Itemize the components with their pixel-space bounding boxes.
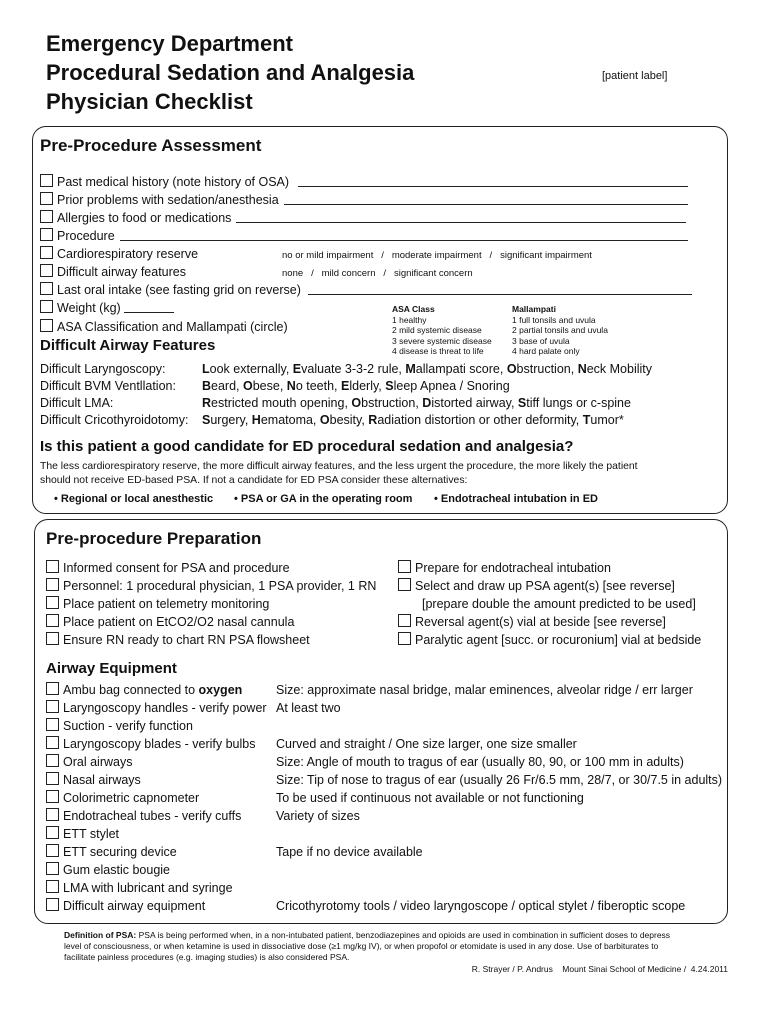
- asa-line[interactable]: 4 disease is threat to life: [392, 346, 484, 356]
- checkbox[interactable]: [40, 228, 53, 241]
- asa-line[interactable]: 1 healthy: [392, 314, 427, 325]
- prep-item-consent: Informed consent for PSA and procedure: [46, 559, 290, 577]
- prep-item-telemetry: Place patient on telemetry monitoring: [46, 595, 269, 613]
- equipment-note: Curved and straight / One size larger, one size smaller: [276, 737, 577, 751]
- checkbox[interactable]: [46, 682, 59, 695]
- preparation-heading: Pre-procedure Preparation: [46, 529, 262, 548]
- da-mnemonic-rods: Restricted mouth opening, Obstruction, Distorted airway, Stiff lungs or c-spine: [202, 396, 631, 410]
- asa-line[interactable]: 2 mild systemic disease: [392, 325, 482, 335]
- prep-item-etco2: Place patient on EtCO2/O2 nasal cannula: [46, 613, 294, 631]
- da-mnemonic-short: Surgery, Hematoma, Obesity, Radiation distortion or other deformity, Tumor*: [202, 413, 624, 427]
- checkbox[interactable]: [398, 632, 411, 645]
- item-difficult-airway-features: Difficult airway features: [40, 263, 186, 281]
- da-label: Difficult LMA:: [40, 396, 114, 410]
- equipment-item: ETT stylet: [46, 825, 119, 843]
- equipment-item: Nasal airways: [46, 771, 141, 789]
- cardio-options: no or mild impairment / moderate impairment / significant impairment: [282, 250, 592, 261]
- checkbox[interactable]: [46, 772, 59, 785]
- item-allergies: Allergies to food or medications: [40, 209, 231, 227]
- mallampati-title: Mallampati: [512, 304, 556, 314]
- equipment-note: Size: approximate nasal bridge, malar eminences, alveolar ridge / err larger: [276, 683, 693, 697]
- mallampati-block: [512, 304, 608, 357]
- checkbox[interactable]: [46, 826, 59, 839]
- equipment-item: ETT securing device: [46, 843, 177, 861]
- equipment-item: Endotracheal tubes - verify cuffs: [46, 807, 241, 825]
- equipment-item: Oral airways: [46, 753, 132, 771]
- equipment-item: Laryngoscopy handles - verify power: [46, 699, 267, 717]
- prep-item-intubation: Prepare for endotracheal intubation: [398, 559, 611, 577]
- equipment-item: LMA with lubricant and syringe: [46, 879, 233, 897]
- patient-label: [patient label]: [602, 70, 668, 82]
- checkbox[interactable]: [46, 862, 59, 875]
- mallampati-line[interactable]: 4 hard palate only: [512, 346, 580, 356]
- prep-note-double: [prepare double the amount predicted to be used]: [422, 597, 696, 611]
- equipment-note: Size: Angle of mouth to tragus of ear (usually 80, 90, or 100 mm in adults): [276, 755, 684, 769]
- equipment-note: At least two: [276, 701, 341, 715]
- author-credit: R. Strayer / P. Andrus Mount Sinai School of Medicine / 4.24.2011: [471, 964, 728, 974]
- write-line[interactable]: [298, 186, 688, 187]
- airway-equipment-heading: Airway Equipment: [46, 660, 177, 677]
- da-mnemonic-bones: Beard, Obese, No teeth, Elderly, Sleep Apnea / Snoring: [202, 379, 510, 393]
- equipment-item: Difficult airway equipment: [46, 897, 205, 915]
- checkbox[interactable]: [46, 790, 59, 803]
- write-line[interactable]: [284, 204, 688, 205]
- prep-item-paralytic: Paralytic agent [succ. or rocuronium] vial at bedside: [398, 631, 701, 649]
- checkbox[interactable]: [398, 560, 411, 573]
- title-line-1: Emergency Department: [46, 31, 293, 56]
- equipment-item: Ambu bag connected to oxygen: [46, 681, 242, 699]
- checkbox[interactable]: [40, 300, 53, 313]
- checkbox[interactable]: [46, 736, 59, 749]
- write-line[interactable]: [120, 240, 688, 241]
- checkbox[interactable]: [46, 754, 59, 767]
- da-label: Difficult BVM Ventllation:: [40, 379, 176, 393]
- checkbox[interactable]: [46, 632, 59, 645]
- psa-definition: Definition of PSA: PSA is being performed when, in a non-intubated patient, benzodiazepines and opioids are used in combination in sufficient doses to depress level of consciousness, or when ketamine is used in dissociative dose (≥1 mg/kg IV), or when propofol or etomidate is used in any dose. Use of barbiturates to facilitate painless procedures (e.g. imaging studies) is also considered PSA.: [64, 930, 671, 962]
- item-past-medical-history: Past medical history (note history of OSA): [40, 173, 289, 191]
- checkbox[interactable]: [46, 614, 59, 627]
- equipment-item: Suction - verify function: [46, 717, 193, 735]
- checkbox[interactable]: [46, 718, 59, 731]
- checkbox[interactable]: [40, 246, 53, 259]
- checkbox[interactable]: [46, 596, 59, 609]
- candidate-text: The less cardiorespiratory reserve, the more difficult airway features, and the less urgent the procedure, the more likely the patient should not receive ED-based PSA. If not a candidate for ED PSA consider these alternatives:: [40, 461, 638, 486]
- checkbox[interactable]: [46, 880, 59, 893]
- airway-options: none / mild concern / significant concern: [282, 268, 473, 279]
- checkbox[interactable]: [46, 560, 59, 573]
- checkbox[interactable]: [40, 210, 53, 223]
- equipment-item: Laryngoscopy blades - verify bulbs: [46, 735, 255, 753]
- difficult-airway-heading: Difficult Airway Features: [40, 337, 216, 354]
- candidate-question: Is this patient a good candidate for ED procedural sedation and analgesia?: [40, 438, 574, 455]
- mallampati-line[interactable]: 1 full tonsils and uvula: [512, 314, 596, 325]
- title-line-3: Physician Checklist: [46, 89, 253, 114]
- item-last-oral-intake: Last oral intake (see fasting grid on reverse): [40, 281, 301, 299]
- prep-item-psa-agent: Select and draw up PSA agent(s) [see reverse]: [398, 577, 675, 595]
- equipment-item: Gum elastic bougie: [46, 861, 170, 879]
- equipment-note: Size: Tip of nose to tragus of ear (usually 26 Fr/6.5 mm, 28/7, or 30/7.5 in adults): [276, 773, 723, 787]
- equipment-note: To be used if continuous not available or not functioning: [276, 791, 584, 805]
- da-mnemonic-lemon: Look externally, Evaluate 3-3-2 rule, Mallampati score, Obstruction, Neck Mobility: [202, 362, 653, 376]
- equipment-note: Variety of sizes: [276, 809, 360, 823]
- equipment-item: Colorimetric capnometer: [46, 789, 199, 807]
- prep-item-personnel: Personnel: 1 procedural physician, 1 PSA provider, 1 RN: [46, 577, 376, 595]
- equipment-note: Tape if no device available: [276, 845, 423, 859]
- checkbox[interactable]: [46, 578, 59, 591]
- prep-item-reversal: Reversal agent(s) vial at beside [see reverse]: [398, 613, 666, 631]
- alternative-or: • PSA or GA in the operating room: [234, 493, 413, 505]
- write-line[interactable]: [308, 294, 692, 295]
- checkbox[interactable]: [40, 282, 53, 295]
- asa-line[interactable]: 3 severe systemic disease: [392, 335, 492, 346]
- checkbox[interactable]: [46, 808, 59, 821]
- mallampati-line[interactable]: 3 base of uvula: [512, 335, 570, 346]
- item-prior-problems: Prior problems with sedation/anesthesia: [40, 191, 279, 209]
- checkbox[interactable]: [40, 319, 53, 332]
- mallampati-line[interactable]: 2 partial tonsils and uvula: [512, 325, 608, 335]
- checkbox[interactable]: [40, 192, 53, 205]
- prep-item-rn-chart: Ensure RN ready to chart RN PSA flowsheet: [46, 631, 310, 649]
- checkbox[interactable]: [46, 898, 59, 911]
- pre-assessment-heading: Pre-Procedure Assessment: [40, 136, 262, 155]
- checkbox[interactable]: [398, 578, 411, 591]
- write-line[interactable]: [124, 312, 174, 313]
- checkbox[interactable]: [398, 614, 411, 627]
- checkbox[interactable]: [40, 174, 53, 187]
- da-label: Difficult Cricothyroidotomy:: [40, 413, 189, 427]
- item-cardiorespiratory-reserve: Cardiorespiratory reserve: [40, 245, 198, 263]
- checkbox[interactable]: [46, 700, 59, 713]
- asa-class-block: [392, 304, 492, 357]
- checkbox[interactable]: [46, 844, 59, 857]
- item-weight: Weight (kg): [40, 299, 121, 317]
- asa-title: ASA Class: [392, 304, 435, 314]
- write-line[interactable]: [236, 222, 686, 223]
- alternative-intubation: • Endotracheal intubation in ED: [434, 493, 598, 505]
- item-procedure: Procedure: [40, 227, 115, 245]
- equipment-note: Cricothyrotomy tools / video laryngoscope / optical stylet / fiberoptic scope: [276, 899, 686, 913]
- checkbox[interactable]: [40, 264, 53, 277]
- item-asa-mallampati: ASA Classification and Mallampati (circle): [40, 318, 288, 336]
- alternative-regional: • Regional or local anesthestic: [54, 493, 214, 505]
- da-label: Difficult Laryngoscopy:: [40, 362, 166, 376]
- title-line-2: Procedural Sedation and Analgesia: [46, 60, 415, 85]
